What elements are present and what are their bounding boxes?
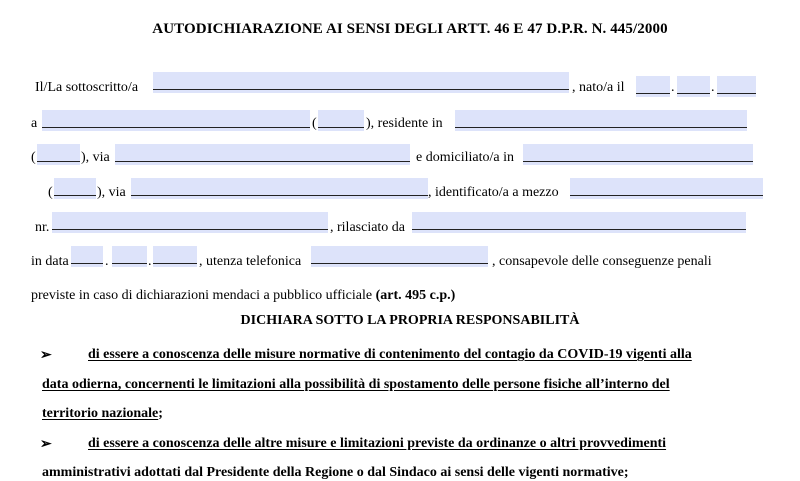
label-via: ), via bbox=[81, 150, 110, 165]
penal-text bbox=[31, 288, 455, 304]
label-a: a bbox=[31, 116, 38, 131]
declaration-item-1-line3-text: territorio nazionale bbox=[42, 406, 159, 421]
label-sottoscritto: Il/La sottoscritto/a bbox=[35, 80, 139, 95]
document-title: AUTODICHIARAZIONE AI SENSI DEGLI ARTT. 46 E 47 D.P.R. N. 445/2000 bbox=[152, 21, 668, 37]
issued-by-field[interactable] bbox=[412, 212, 746, 233]
label-nr: nr. bbox=[35, 220, 50, 235]
residence-province-field[interactable] bbox=[37, 144, 80, 165]
phone-field[interactable] bbox=[311, 246, 488, 267]
label-nato: , nato/a il bbox=[572, 80, 625, 95]
penal-article: (art. 495 c.p.) bbox=[375, 288, 456, 303]
issue-year-field[interactable] bbox=[153, 246, 197, 267]
birth-month-field[interactable] bbox=[677, 76, 710, 97]
residence-field[interactable] bbox=[455, 110, 747, 131]
label-rilasciato: , rilasciato da bbox=[330, 220, 406, 235]
birth-place-field[interactable] bbox=[42, 110, 310, 131]
issue-day-field[interactable] bbox=[71, 246, 103, 267]
date-dot: . bbox=[105, 254, 109, 269]
label-identificato: , identificato/a a mezzo bbox=[428, 185, 559, 200]
issue-month-field[interactable] bbox=[112, 246, 147, 267]
date-dot: . bbox=[711, 80, 715, 95]
label-consapevole: , consapevole delle conseguenze penali bbox=[492, 254, 712, 269]
paren-open: ( bbox=[31, 150, 36, 165]
penal-text-main: previste in caso di dichiarazioni mendaci a pubblico ufficiale bbox=[31, 288, 376, 303]
birth-year-field[interactable] bbox=[717, 76, 756, 97]
declaration-item-1-line3 bbox=[42, 406, 163, 422]
birth-day-field[interactable] bbox=[636, 76, 670, 97]
label-in-data: in data bbox=[31, 254, 69, 269]
residence-street-field[interactable] bbox=[115, 144, 410, 165]
domicile-province-field[interactable] bbox=[54, 178, 96, 199]
declaration-item-1-line2: data odierna, concernenti le limitazioni alla possibilità di spostamento delle persone fisiche all’interno del bbox=[42, 377, 670, 392]
date-dot: . bbox=[148, 254, 152, 269]
label-residente: ), residente in bbox=[366, 116, 443, 131]
domicile-field[interactable] bbox=[523, 144, 753, 165]
paren-open: ( bbox=[312, 116, 317, 131]
declaration-item-1-line1: di essere a conoscenza delle misure normative di contenimento del contagio da COVID-19 vigenti alla bbox=[88, 347, 692, 362]
birth-province-field[interactable] bbox=[318, 110, 364, 131]
name-field[interactable] bbox=[153, 72, 569, 93]
declares-heading: DICHIARA SOTTO LA PROPRIA RESPONSABILITÀ bbox=[240, 313, 580, 328]
declaration-item-2-line1: di essere a conoscenza delle altre misure e limitazioni previste da ordinanze o altri provvedimenti bbox=[88, 436, 667, 451]
label-utenza: , utenza telefonica bbox=[199, 254, 302, 269]
domicile-street-field[interactable] bbox=[131, 178, 428, 199]
declaration-item-2-line2: amministrativi adottati dal Presidente della Regione o dal Sindaco ai sensi delle vigenti normative; bbox=[42, 465, 629, 480]
id-document-field[interactable] bbox=[570, 178, 763, 199]
date-dot: . bbox=[671, 80, 675, 95]
label-via: ), via bbox=[97, 185, 126, 200]
id-number-field[interactable] bbox=[52, 212, 328, 233]
arrow-bullet-icon: ➢ bbox=[40, 348, 52, 363]
arrow-bullet-icon: ➢ bbox=[40, 437, 52, 452]
label-domicilio: e domiciliato/a in bbox=[416, 150, 514, 165]
declaration-item-1-line3-tail: ; bbox=[158, 406, 163, 421]
paren-open: ( bbox=[48, 185, 53, 200]
